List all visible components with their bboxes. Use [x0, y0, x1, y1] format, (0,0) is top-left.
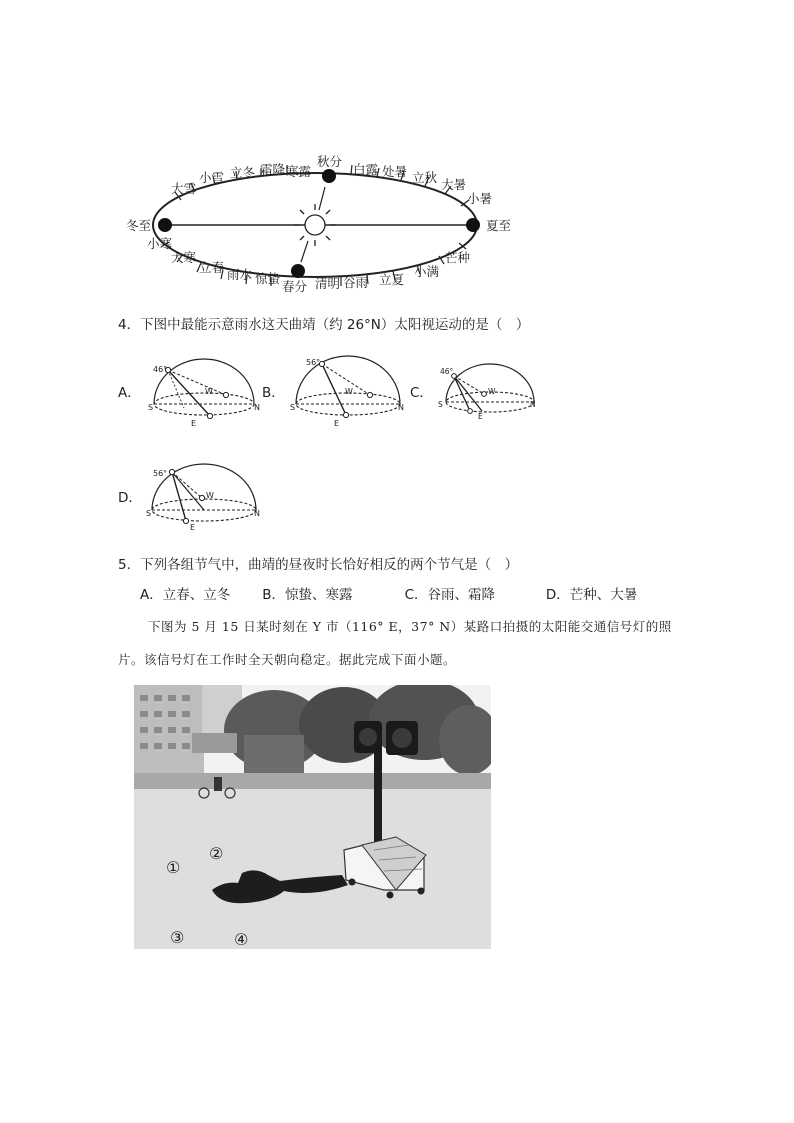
- photo-label-3: ③: [170, 928, 185, 947]
- earth-chunfen: [291, 264, 305, 278]
- term-liqiu: 立秋: [412, 170, 438, 185]
- dir-s: S: [290, 403, 296, 412]
- dir-w: W: [488, 387, 496, 396]
- option-c-letter: C．: [410, 385, 433, 401]
- term-lidong: 立冬: [230, 165, 256, 180]
- dir-s: S: [146, 509, 152, 518]
- dir-n: N: [530, 400, 536, 409]
- term-bailu: 白露: [353, 162, 379, 177]
- term-dahan: 大寒: [171, 250, 197, 265]
- dir-e: E: [191, 419, 197, 428]
- earth-dongzhi: [158, 218, 172, 232]
- traffic-light-photo: [134, 685, 491, 949]
- term-chushu: 处暑: [382, 164, 408, 179]
- term-dongzhi: 冬至: [126, 218, 152, 233]
- term-yushui: 雨水: [227, 267, 253, 282]
- term-xiaoshu: 小暑: [467, 191, 493, 206]
- question-5-choices: [140, 583, 637, 603]
- option-b-letter: B．: [262, 385, 285, 401]
- term-dashu: 大暑: [441, 177, 467, 192]
- dir-e: E: [478, 412, 483, 421]
- term-mangzhong: 芒种: [445, 250, 471, 265]
- dir-e: E: [334, 419, 340, 428]
- option-b-dome-diagram: [290, 350, 405, 430]
- earth-xiazhi: [466, 218, 480, 232]
- choice-c: C．谷雨、霜降: [404, 587, 496, 603]
- photo-label-4: ④: [234, 930, 249, 949]
- term-shuangjiang: 霜降: [260, 162, 286, 177]
- term-jingzhe: 惊蛰: [255, 271, 281, 286]
- dir-w: W: [345, 387, 353, 396]
- term-xiaoxue: 小雪: [199, 170, 225, 185]
- term-guyu: 谷雨: [343, 275, 369, 290]
- passage-line-1: 下图为 5 月 15 日某时刻在 Y 市（116° E，37° N）某路口拍摄的太阳能交通信号灯的照: [148, 619, 672, 634]
- term-qingming: 清明: [315, 276, 341, 291]
- option-d-angle: 56°: [153, 469, 168, 478]
- dir-s: S: [438, 400, 443, 409]
- choice-a: A．立春、立冬: [140, 587, 231, 603]
- dir-e: E: [190, 523, 196, 532]
- term-lichun: 立春: [199, 260, 225, 275]
- solar-term-orbit-diagram: [115, 150, 525, 300]
- option-c-angle: 46°: [440, 367, 454, 376]
- earth-qiufen: [322, 169, 336, 183]
- term-chunfen: 春分: [282, 279, 308, 294]
- choice-d: D．芒种、大暑: [545, 587, 638, 603]
- term-xiazhi: 夏至: [486, 218, 512, 233]
- photo-label-2: ②: [209, 844, 224, 863]
- dir-n: N: [254, 509, 260, 518]
- term-hanlu: 寒露: [286, 164, 312, 179]
- question-5-text: 5．下列各组节气中，曲靖的昼夜时长恰好相反的两个节气是（ ）: [118, 557, 519, 573]
- dir-w: W: [206, 491, 214, 500]
- passage-line-2: 片。该信号灯在工作时全天朝向稳定。据此完成下面小题。: [118, 652, 457, 667]
- term-xiaoman: 小满: [414, 264, 440, 279]
- dir-n: N: [254, 403, 260, 412]
- option-c-dome-diagram: [438, 360, 538, 422]
- dir-w: W: [205, 387, 213, 396]
- option-b-angle: 56°: [306, 358, 321, 367]
- photo-label-1: ①: [166, 858, 181, 877]
- option-a-dome-diagram: [148, 352, 260, 430]
- option-a-angle: 46°: [153, 365, 168, 374]
- option-d-letter: D．: [118, 490, 142, 506]
- term-lixia: 立夏: [379, 272, 405, 287]
- term-daxue: 大雪: [171, 181, 197, 196]
- question-4-text: 4．下图中最能示意雨水这天曲靖（约 26°N）太阳视运动的是（ ）: [118, 317, 530, 333]
- term-qiufen: 秋分: [317, 154, 343, 169]
- term-xiaohan: 小寒: [147, 236, 173, 251]
- dir-n: N: [398, 403, 404, 412]
- choice-b: B．惊蛰、寒露: [262, 587, 353, 603]
- option-a-letter: A．: [118, 385, 141, 401]
- option-d-dome-diagram: [146, 458, 264, 532]
- dir-s: S: [148, 403, 154, 412]
